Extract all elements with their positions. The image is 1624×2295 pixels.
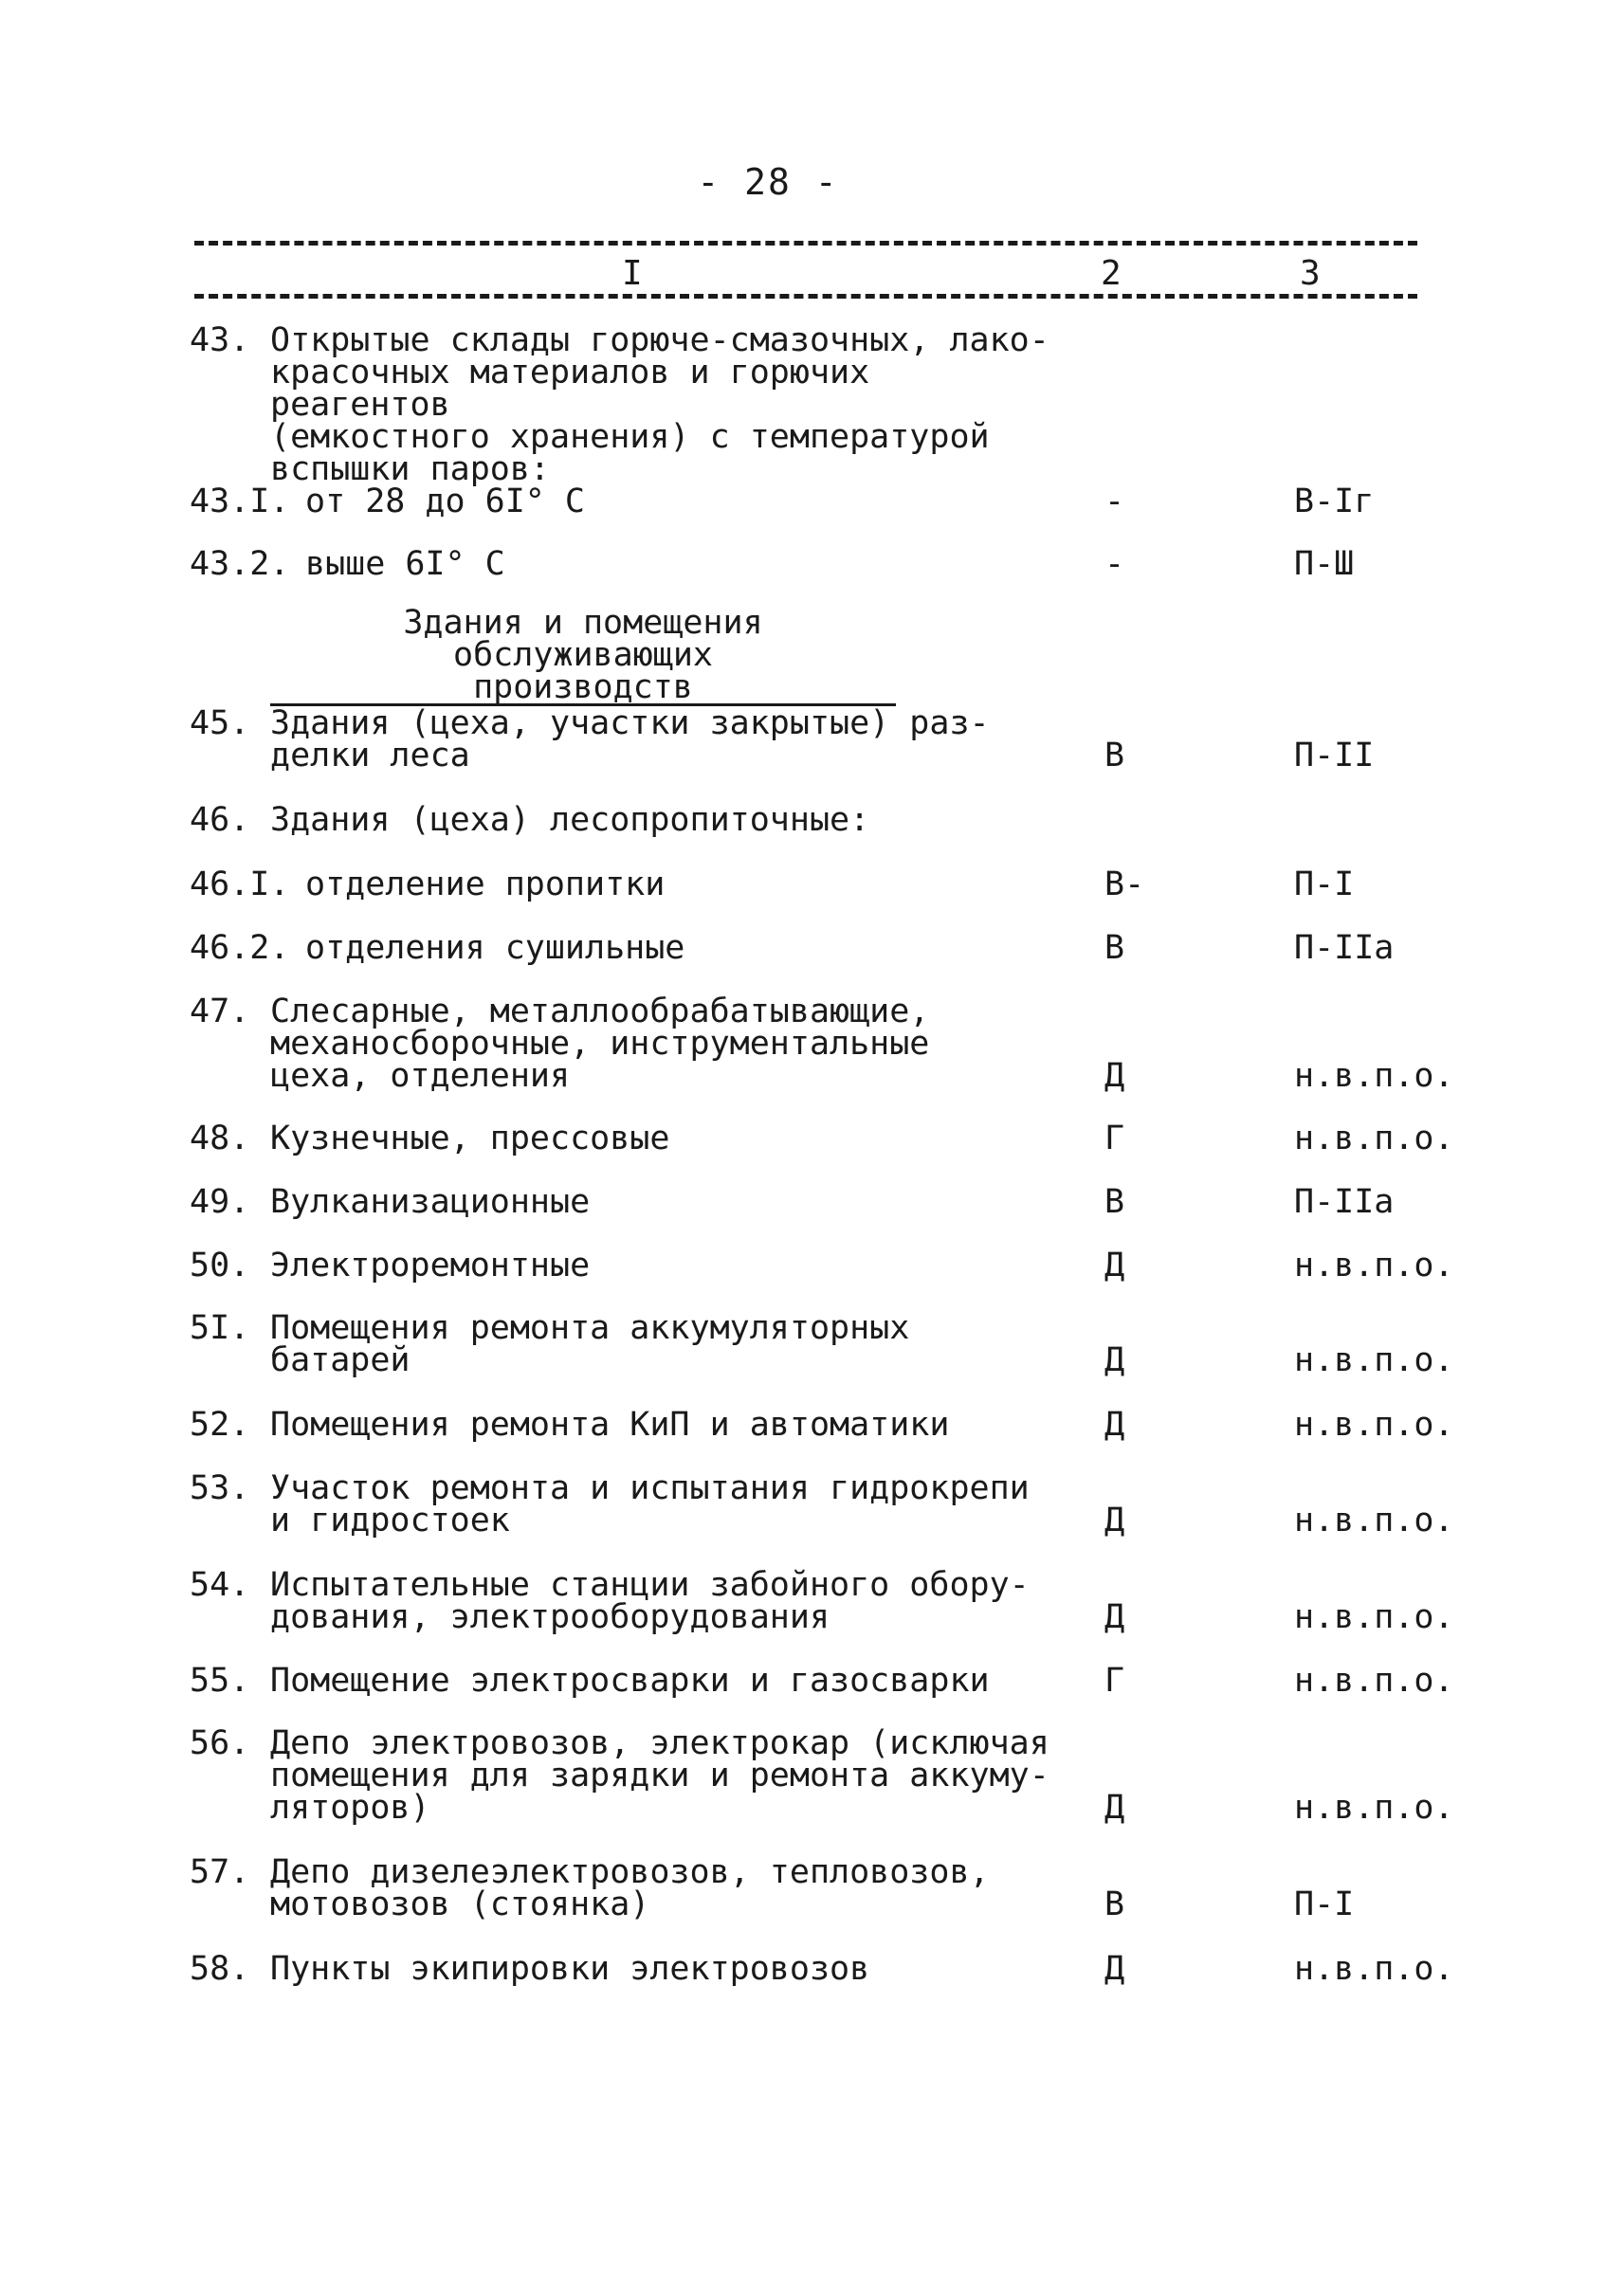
row-category: Д — [1104, 1341, 1125, 1379]
row-description: Пункты экипировки электровозов — [270, 1950, 870, 1988]
row-class: П-IIа — [1294, 929, 1395, 967]
row-category: Д — [1104, 1057, 1125, 1095]
row-number: 5I. — [190, 1309, 250, 1347]
row-description: Здания (цеха) лесопропиточные: — [270, 801, 870, 839]
row-number: 49. — [190, 1183, 250, 1221]
row-class: н.в.п.о. — [1294, 1406, 1454, 1444]
row-number: 57. — [190, 1853, 250, 1891]
row-class: н.в.п.о. — [1294, 1247, 1454, 1284]
row-category: Д — [1104, 1406, 1125, 1444]
table-row — [0, 929, 1624, 967]
row-number: 48. — [190, 1120, 250, 1157]
row-description: Слесарные, металлообрабатывающие, механосборочные, инструментальные цеха, отделения — [270, 993, 930, 1095]
row-description: Открытые склады горюче-смазочных, лако- красочных материалов и горючих реагентов (емкостного хранения) с температурой вспышки паров: — [270, 321, 1049, 488]
row-description: Вулканизационные — [270, 1183, 591, 1221]
row-description: Испытательные станции забойного обору- дования, электрооборудования — [270, 1566, 1030, 1636]
table-row — [0, 1950, 1624, 1988]
table-row — [0, 321, 1624, 488]
table-row — [0, 704, 1624, 774]
table-row — [0, 1566, 1624, 1636]
row-class: П-I — [1294, 865, 1355, 903]
row-description: отделение пропитки — [305, 865, 666, 903]
row-description: Депо дизелеэлектровозов, тепловозов, мотовозов (стоянка) — [270, 1853, 990, 1923]
row-category: В- — [1104, 865, 1145, 903]
row-category: Д — [1104, 1502, 1125, 1539]
header-rule-top — [194, 241, 1417, 246]
row-class: н.в.п.о. — [1294, 1341, 1454, 1379]
table-row — [0, 1249, 1624, 1282]
row-description: выше 6I° С — [305, 545, 505, 583]
table-row — [0, 1724, 1624, 1827]
row-category: В — [1104, 737, 1125, 774]
row-category: Д — [1104, 1247, 1125, 1284]
table-row — [0, 485, 1624, 518]
row-number: 53. — [190, 1469, 250, 1507]
row-class: н.в.п.о. — [1294, 1789, 1454, 1827]
row-category: Д — [1104, 1950, 1125, 1988]
row-number: 55. — [190, 1662, 250, 1700]
row-class: н.в.п.о. — [1294, 1598, 1454, 1636]
row-class: н.в.п.о. — [1294, 1120, 1454, 1157]
table-row — [0, 993, 1624, 1095]
row-category: В — [1104, 1183, 1125, 1221]
table-row — [0, 801, 1624, 839]
row-description: Здания (цеха, участки закрытые) раз- делки леса — [270, 704, 990, 774]
row-category: Г — [1104, 1662, 1125, 1700]
row-number: 45. — [190, 704, 250, 742]
row-description: Электроремонтные — [270, 1247, 591, 1284]
row-description: Помещения ремонта аккумуляторных батарей — [270, 1309, 910, 1379]
row-class: П-I — [1294, 1885, 1355, 1923]
section-title — [270, 604, 896, 706]
row-description: Участок ремонта и испытания гидрокрепи и гидростоек — [270, 1469, 1030, 1539]
table-row — [0, 865, 1624, 903]
table-row — [0, 1122, 1624, 1155]
row-number: 52. — [190, 1406, 250, 1444]
row-category: Д — [1104, 1598, 1125, 1636]
row-class: П-Ш — [1294, 545, 1355, 583]
section-title-line-2: производств — [270, 671, 896, 706]
column-header-2: 2 — [1095, 254, 1127, 293]
table-row — [0, 1309, 1624, 1379]
row-description: Депо электровозов, электрокар (исключая помещения для зарядки и ремонта аккуму- ляторов) — [270, 1724, 1049, 1827]
row-number: 58. — [190, 1950, 250, 1988]
row-category: - — [1104, 545, 1125, 583]
table-row — [0, 1469, 1624, 1539]
column-header-1: I — [616, 254, 648, 293]
row-number: 56. — [190, 1724, 250, 1762]
row-class: П-IIа — [1294, 1183, 1395, 1221]
row-number: 46.I. — [190, 865, 290, 903]
table-row — [0, 1853, 1624, 1923]
row-category: Г — [1104, 1120, 1125, 1157]
page-number: - 28 - — [697, 161, 839, 203]
row-category: - — [1104, 483, 1125, 520]
row-class: П-II — [1294, 737, 1375, 774]
table-row — [0, 1662, 1624, 1700]
row-number: 54. — [190, 1566, 250, 1604]
row-class: н.в.п.о. — [1294, 1057, 1454, 1095]
row-number: 43.2. — [190, 545, 290, 583]
table-row — [0, 1183, 1624, 1221]
table-row — [0, 1406, 1624, 1444]
row-category: В — [1104, 929, 1125, 967]
table-row — [0, 545, 1624, 583]
row-number: 47. — [190, 993, 250, 1030]
row-category: В — [1104, 1885, 1125, 1923]
row-number: 46. — [190, 801, 250, 839]
row-number: 50. — [190, 1247, 250, 1284]
row-class: В-Iг — [1294, 483, 1375, 520]
section-title-line-1: Здания и помещения обслуживающих — [403, 604, 763, 674]
row-class: н.в.п.о. — [1294, 1950, 1454, 1988]
row-description: отделения сушильные — [305, 929, 685, 967]
row-description: Кузнечные, прессовые — [270, 1120, 670, 1157]
column-header-3: 3 — [1294, 254, 1326, 293]
row-description: Помещения ремонта КиП и автоматики — [270, 1406, 950, 1444]
row-number: 43. — [190, 321, 250, 359]
row-class: н.в.п.о. — [1294, 1662, 1454, 1700]
row-number: 43.I. — [190, 483, 290, 520]
row-description: Помещение электросварки и газосварки — [270, 1662, 990, 1700]
row-class: н.в.п.о. — [1294, 1502, 1454, 1539]
row-description: от 28 до 6I° С — [305, 483, 586, 520]
row-number: 46.2. — [190, 929, 290, 967]
row-category: Д — [1104, 1789, 1125, 1827]
header-rule-bottom — [194, 294, 1417, 299]
